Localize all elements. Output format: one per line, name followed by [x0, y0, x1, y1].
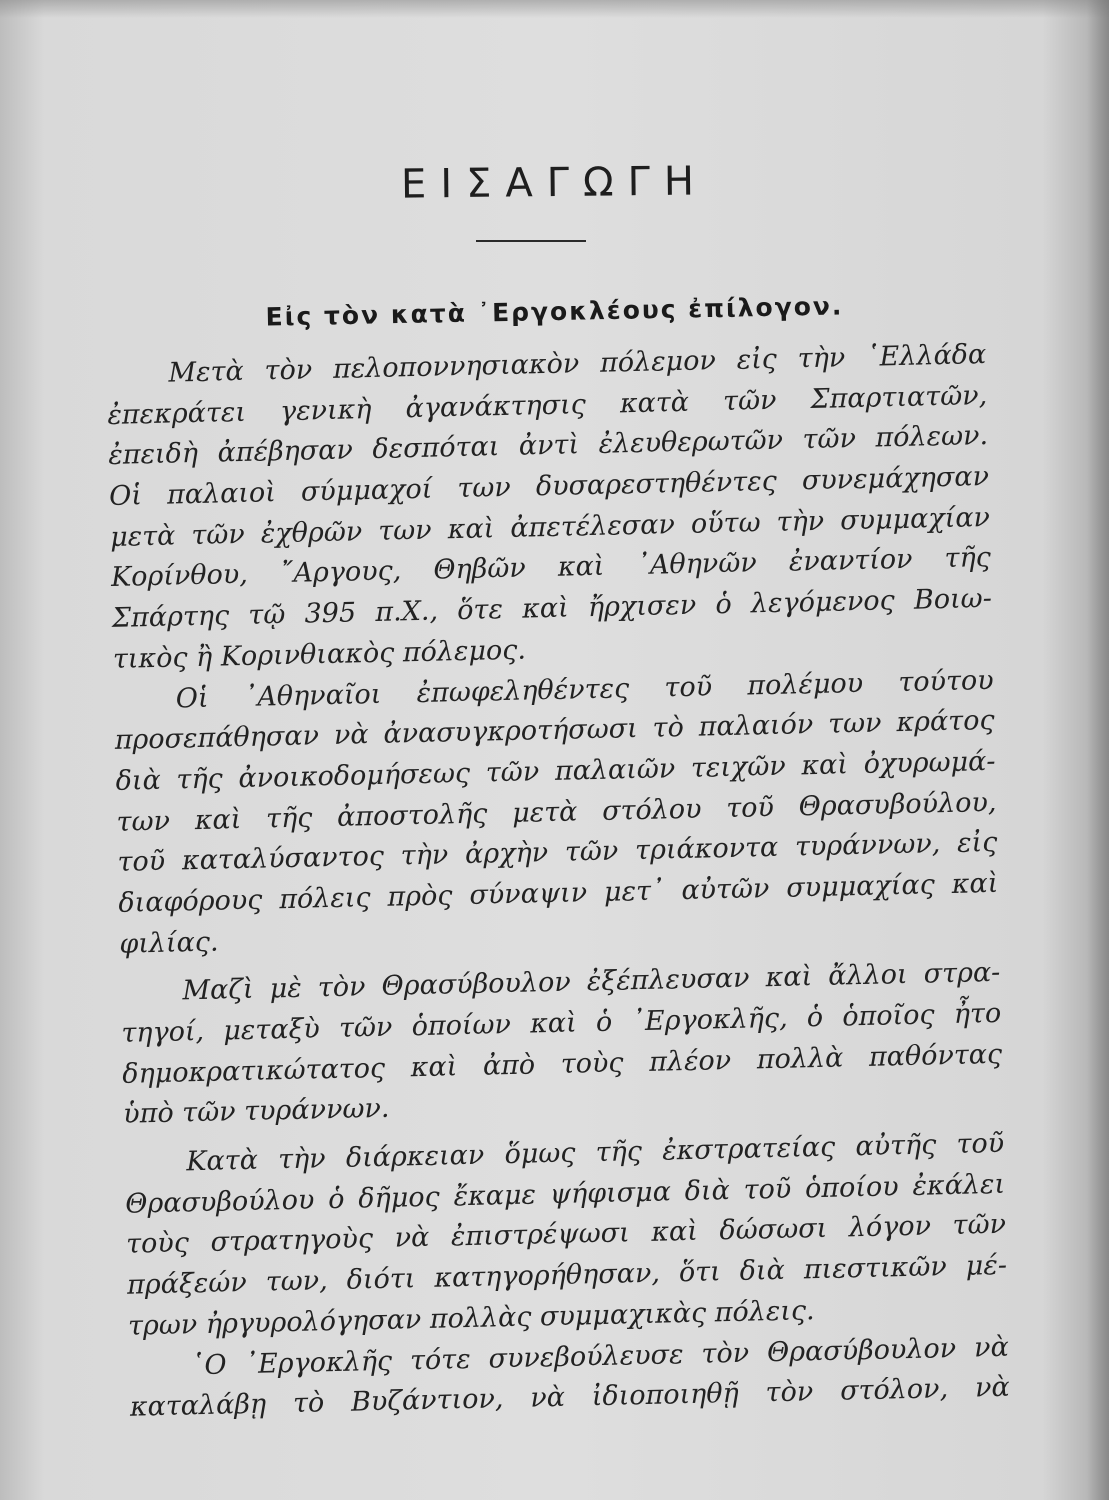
- page-shadow-top: [0, 0, 1109, 18]
- text-line: καταλάβῃ τὸ Βυζάντιον, νὰ ἰδιοποιηθῇ τὸν στόλον, νὰ: [129, 1371, 1011, 1423]
- text-line: των καὶ τῆς ἀποστολῆς μετὰ στόλου τοῦ Θρασυβούλου,: [116, 786, 997, 838]
- text-line: Μετὰ τὸν πελοποννησιακὸν πόλεμον εἰς τὴν ῾Ελλάδα: [168, 339, 987, 389]
- text-line: Σπάρτης τῷ 395 π.Χ., ὅτε καὶ ἤρχισεν ὁ λεγόμενος Βοιω-: [111, 583, 993, 635]
- page-shadow-right: [1087, 0, 1109, 1500]
- text-line: πράξεών των, διότι κατηγορήθησαν, ὅτι διὰ πιεστικῶν μέ-: [126, 1249, 1008, 1301]
- text-line: ὑπὸ τῶν τυράννων.: [122, 1093, 390, 1131]
- text-line: φιλίας.: [119, 926, 219, 960]
- text-line: ῾Ο ᾿Εργοκλῆς τότε συνεβούλευσε τὸν Θρασύβουλον νὰ: [190, 1331, 1010, 1381]
- text-line: Κατὰ τὴν διάρκειαν ὅμως τῆς ἐκστρατείας αὐτῆς τοῦ: [185, 1127, 1005, 1178]
- text-line: Θρασυβούλου ὁ δῆμος ἔκαμε ψήφισμα διὰ τοῦ ὁποίου ἐκάλει: [124, 1168, 1006, 1220]
- text-line: Κορίνθου, ῎Αργους, Θηβῶν καὶ ᾿Αθηνῶν ἐναντίον τῆς: [110, 542, 992, 594]
- text-line: τικὸς ἢ Κορινθιακὸς πόλεμος.: [112, 634, 527, 675]
- text-line: τηγοί, μεταξὺ τῶν ὁποίων καὶ ὁ ᾿Εργοκλῆς, ὁ ὁποῖος ἦτο: [121, 997, 1002, 1049]
- text-line: τοῦ καταλύσαντος τὴν ἀρχὴν τῶν τριάκοντα τυράννων, εἰς: [117, 827, 998, 879]
- text-line: διαφόρους πόλεις πρὸς σύναψιν μετ᾽ αὐτῶν συμμαχίας καὶ: [118, 867, 999, 919]
- text-line: προσεπάθησαν νὰ ἀνασυγκροτήσωσι τὸ παλαιόν των κράτος: [114, 705, 995, 757]
- text-line: δημοκρατικώτατος καὶ ἀπὸ τοὺς πλέον πολλὰ παθόντας: [121, 1038, 1003, 1090]
- text-line: Οἱ παλαιοὶ σύμμαχοί των δυσαρεστηθέντες συνεμάχησαν: [108, 461, 990, 513]
- page-title: ΕΙΣΑΓΩΓΗ: [400, 158, 709, 208]
- text-line: τοὺς στρατηγοὺς νὰ ἐπιστρέψωσι καὶ δώσωσι λόγον τῶν: [125, 1209, 1007, 1261]
- body-text: [106, 335, 1010, 1429]
- text-line: Μαζὶ μὲ τὸν Θρασύβουλον ἐξέπλευσαν καὶ ἄλλοι στρα-: [182, 957, 1001, 1007]
- text-line: Οἱ ᾿Αθηναῖοι ἐπωφεληθέντες τοῦ πολέμου τούτου: [175, 664, 994, 715]
- text-line: μετὰ τῶν ἐχθρῶν των καὶ ἀπετέλεσαν οὕτω τὴν συμμαχίαν: [109, 501, 991, 553]
- section-subtitle: Εἰς τὸν κατὰ ᾿Εργοκλέους ἐπίλογον.: [265, 291, 844, 332]
- text-line: τρων ἠργυρολόγησαν πολλὰς συμμαχικὰς πόλεις.: [127, 1294, 815, 1342]
- text-line: διὰ τῆς ἀνοικοδομήσεως τῶν παλαιῶν τειχῶν καὶ ὀχυρωμά-: [115, 745, 996, 797]
- text-line: ἐπειδὴ ἀπέβησαν δεσπόται ἀντὶ ἐλευθερωτῶν τῶν πόλεων.: [107, 420, 989, 472]
- text-line: ἐπεκράτει γενικὴ ἀγανάκτησις κατὰ τῶν Σπαρτιατῶν,: [107, 379, 988, 431]
- title-divider: [476, 240, 586, 242]
